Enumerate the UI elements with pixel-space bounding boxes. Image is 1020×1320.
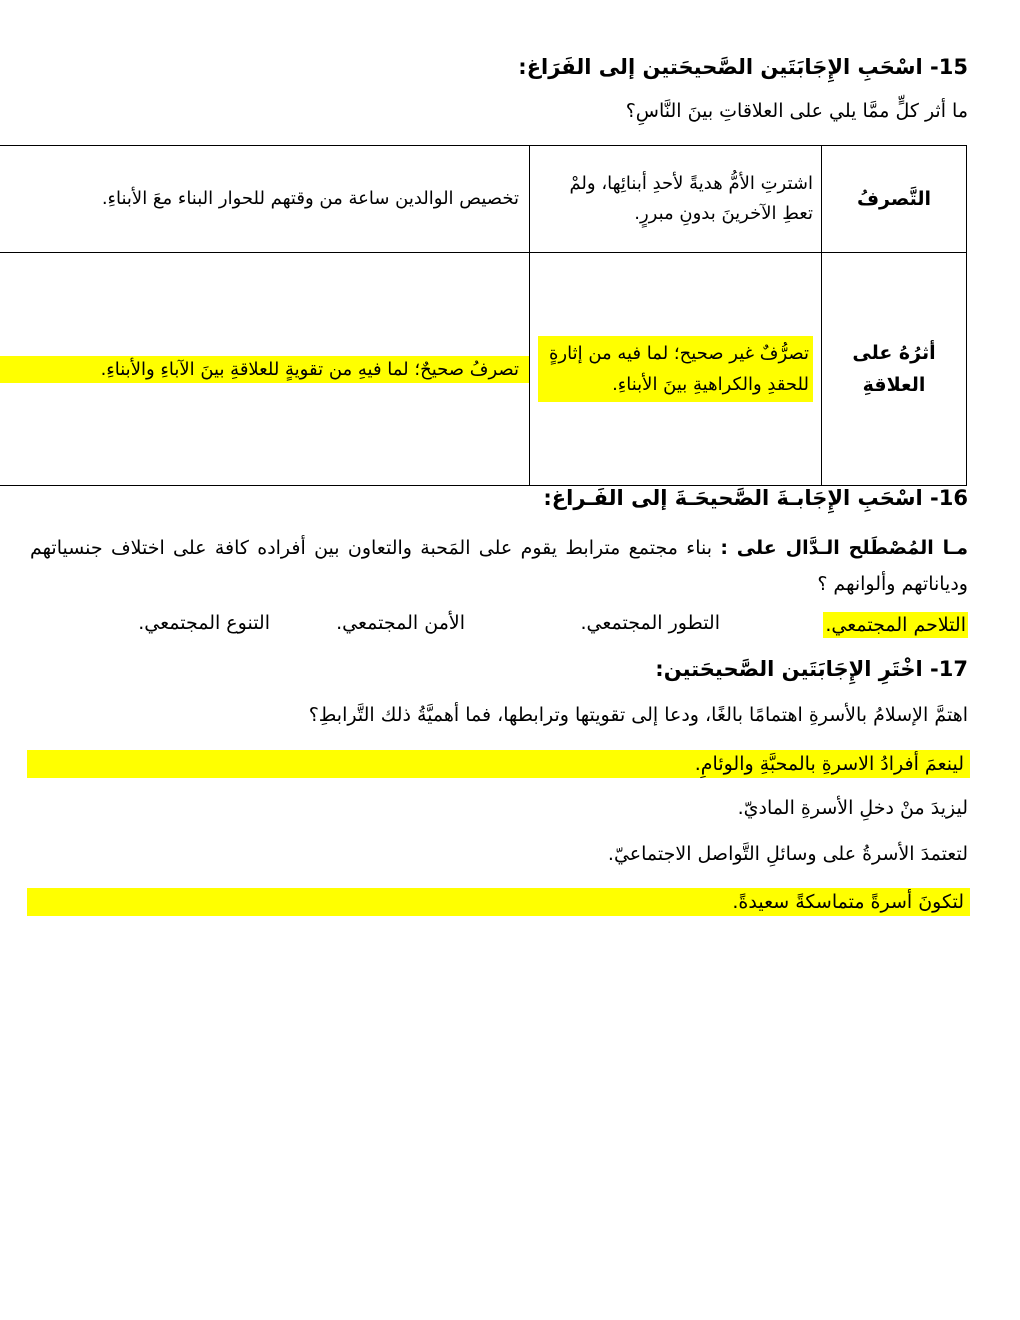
option-social-cohesion[interactable]: التلاحم المجتمعي. [825,614,966,636]
question-16-definition [30,530,968,602]
question-15-title: 15- اسْحَبِ الإِجَابَتَين الصَّحيحَتين إلى الفَرَاغ: [518,55,968,79]
answer-option-4[interactable]: لتكونَ أسرةً متماسكةً سعيدةً. [27,888,970,916]
header-effect-cell [822,253,967,486]
effect-2-answer[interactable]: تصرفُ صحيحٌ؛ لما فيهِ من تقويةٍ للعلاقةِ بينَ الآباءِ والأبناءِ. [0,356,529,383]
effect-drop-cell-2[interactable] [0,253,530,486]
effect-1-answer[interactable]: تصرُّفٌ غير صحيح؛ لما فيه من إثارةٍ للحقدِ والكراهيةِ بينَ الأبناءِ. [538,336,813,402]
actions-effects-table [0,145,967,486]
option-social-security[interactable]: الأمن المجتمعي. [336,612,465,634]
header-action-label: التَّصرفُ [856,188,931,210]
table-row-actions [0,146,967,253]
definition-text: بناء مجتمع مترابط يقوم على المَحبة والتعاون بين أفراده كافة على اختلاف جنسياتهم ودياناتهم وألوانهم ؟ [30,537,968,595]
question-17-title: 17- اخْتَرِ الإِجَابَتَين الصَّحيحَتين: [655,657,968,681]
effect-drop-cell-1[interactable] [530,253,822,486]
table-row-effects [0,253,967,486]
action-2-text: تخصيص الوالدين ساعة من وقتهم للحوار البناء معَ الأبناءِ. [101,188,519,209]
answer-option-1[interactable]: لينعمَ أفرادُ الاسرةِ بالمحبَّةِ والوئامِ. [27,750,970,778]
option-social-diversity[interactable]: التنوع المجتمعي. [138,612,270,634]
answer-option-2[interactable]: ليزيدَ منْ دخلِ الأسرةِ الماديّ. [737,797,968,819]
question-16-title: 16- اسْحَبِ الإِجَابـةَ الصَّحيحَـةَ إلى الفَـراغ: [543,486,968,510]
question-17-prompt: اهتمَّ الإسلامُ بالأسرةِ اهتمامًا بالغًا، ودعا إلى تقويتها وترابطها، فما أهميَّةُ ذلك التَّرابطِ؟ [308,704,968,726]
option-social-development[interactable]: التطور المجتمعي. [580,612,720,634]
answer-option-3[interactable]: لتعتمدَ الأسرةُ على وسائلِ التَّواصل الاجتماعيّ. [607,843,968,865]
action-cell-2[interactable] [0,146,530,253]
term-label: مـا المُصْطَلح الـدَّال على : [720,537,968,559]
question-15-prompt: ما أثر كلٍّ ممَّا يلي على العلاقاتِ بينَ النَّاسِ؟ [625,100,968,122]
action-1-text: اشترتِ الأمُّ هديةً لأحدِ أبنائِها، ولمْ تعطِ الآخرينَ بدونِ مبررٍ. [569,173,813,224]
header-action-cell [822,146,967,253]
action-cell-1[interactable] [530,146,822,253]
header-effect-label: أثرُهُ على العلاقةِ [852,342,936,396]
